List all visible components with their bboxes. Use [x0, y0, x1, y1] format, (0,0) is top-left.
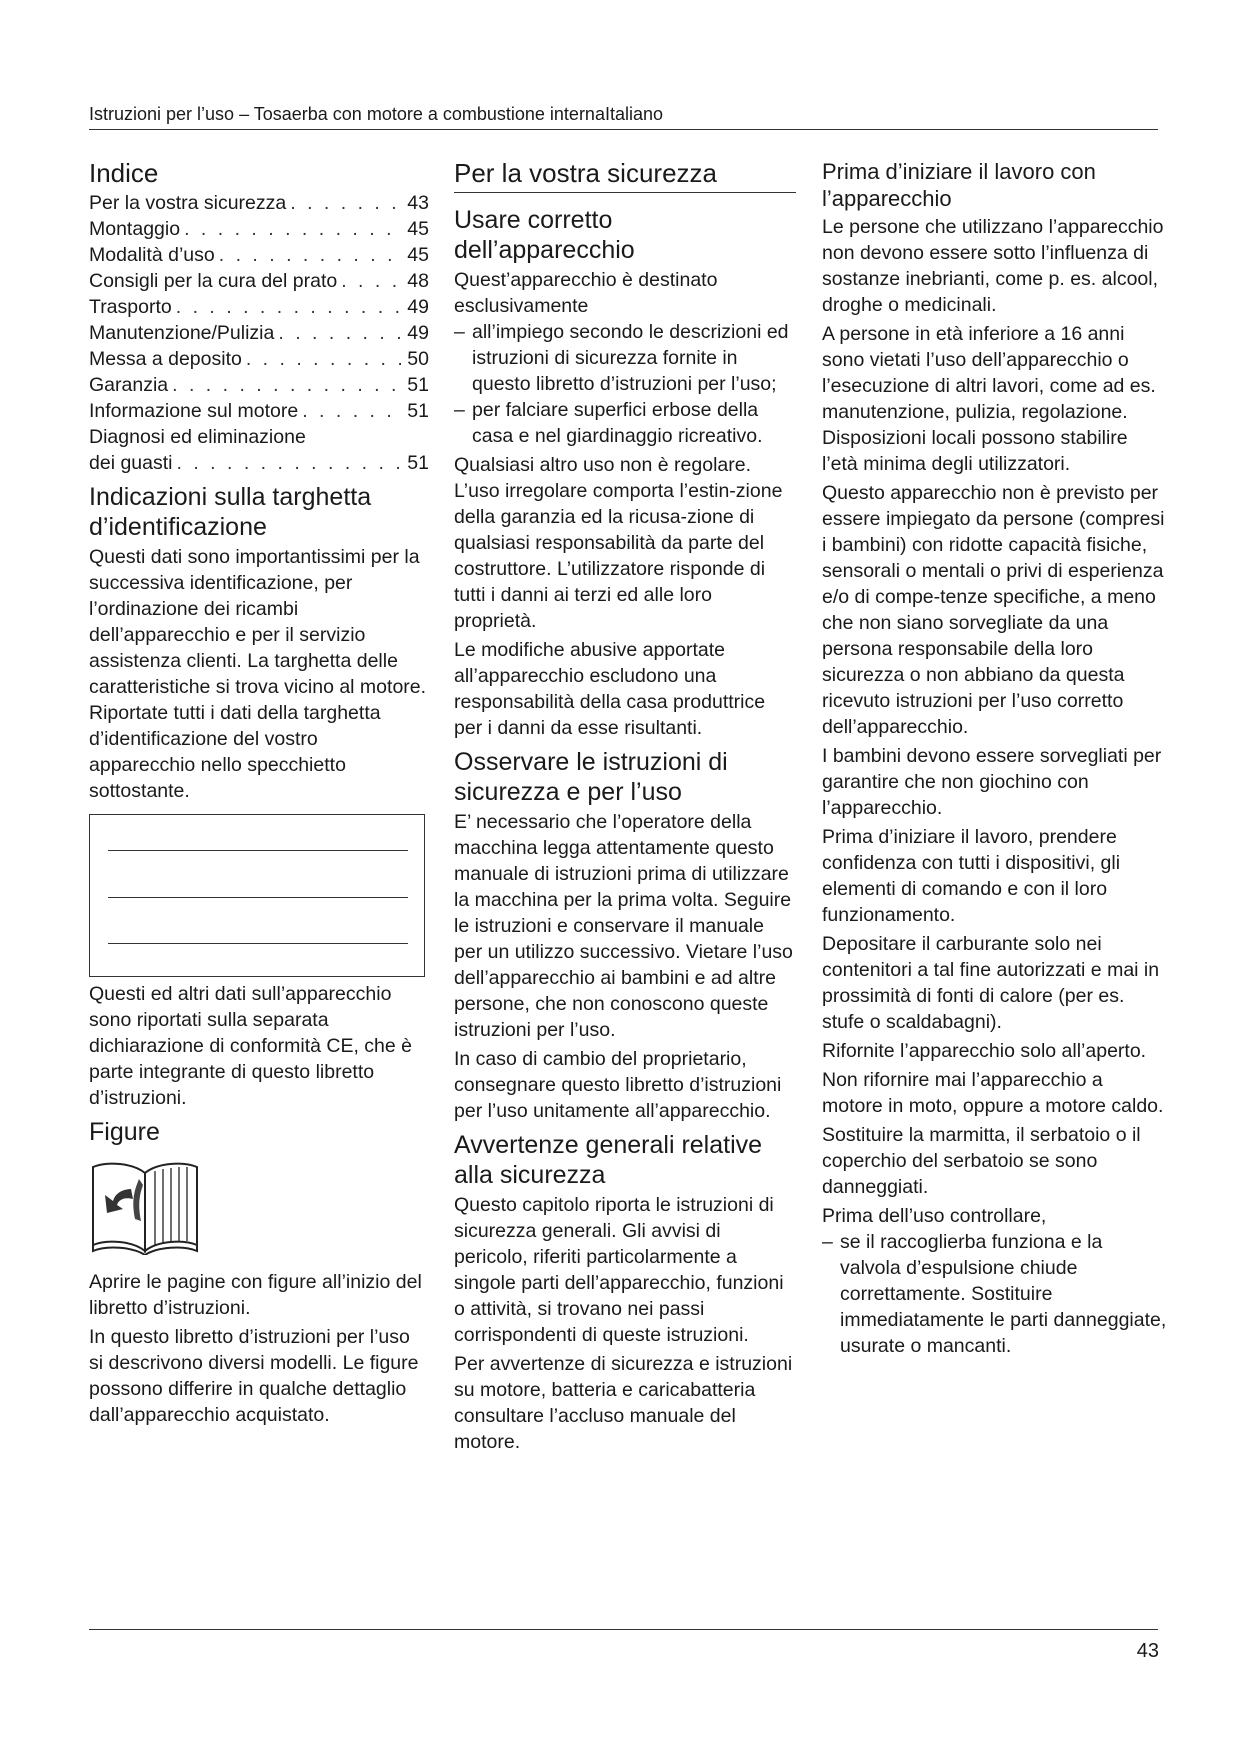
- use-paragraph-1: Quest’apparecchio è destinato esclusivamente: [454, 269, 718, 317]
- use-heading: Usare corretto dell’apparecchio: [454, 206, 635, 264]
- general-paragraph-2: Per avvertenze di sicurezza e istruzioni su motore, batteria e caricabatteria consultare l’accluso manuale del motore.: [454, 1353, 793, 1453]
- paragraph: Prima dell’uso controllare,: [822, 1205, 1047, 1227]
- plate-paragraph: Questi dati sono importantissimi per la successiva identificazione, per l’ordinazione dei ricambi dell’apparecchio e per il servizio assistenza clienti. La targhetta delle caratteristiche si trova vicino al motore. Riportate tutti i dati della targhetta d’identificazione del vostro apparecchio nello specchietto sottostante.: [89, 546, 427, 802]
- plate-note: Questi ed altri dati sull’apparecchio sono riportati sulla separata dichiarazione di conformità CE, che è parte integrante di questo libretto d’istruzioni.: [89, 983, 412, 1109]
- toc-entry[interactable]: dei guasti . . . 51: [89, 450, 429, 476]
- use-paragraph-2: Qualsiasi altro uso non è regolare. L’uso irregolare comporta l’estin-zione della garanzia ed la ricusa-zione di qualsiasi responsabilità da parte del costruttore. L’utilizzatore risponde di tutti i danni ai terzi ed alle loro proprietà.: [454, 454, 783, 632]
- paragraph: A persone in età inferiore a 16 anni sono vietati l’uso dell’apparecchio o l’esecuzione di altri lavori, come ad es. manutenzione, pulizia, regolazione. Disposizioni locali possono stabilire l’età minima degli utilizzatori.: [822, 323, 1156, 475]
- toc-entry[interactable]: Manutenzione/Pulizia . . . 49: [89, 320, 429, 346]
- toc-entry[interactable]: Modalità d’uso . . . 45: [89, 242, 429, 268]
- figure-paragraph-1: Aprire le pagine con figure all’inizio del libretto d’istruzioni.: [89, 1271, 422, 1319]
- toc-entry[interactable]: Per la vostra sicurezza . . . 43: [89, 190, 429, 216]
- paragraph: I bambini devono essere sorvegliati per garantire che non giochino con l’apparecchio.: [822, 745, 1162, 819]
- toc-entry[interactable]: Informazione sul motore . . . 51: [89, 398, 429, 424]
- identification-plate-box[interactable]: [89, 814, 425, 977]
- paragraph: Sostituire la marmitta, il serbatoio o il coperchio del serbatoio se sono danneggiati.: [822, 1124, 1141, 1198]
- plate-heading: Indicazioni sulla targhetta d’identificazione: [89, 483, 372, 541]
- table-of-contents: [89, 190, 429, 476]
- toc-entry[interactable]: Garanzia . . . 51: [89, 372, 429, 398]
- toc-entry[interactable]: Messa a deposito . . . 50: [89, 346, 429, 372]
- running-header: Istruzioni per l’uso – Tosaerba con motore a combustione internaItaliano: [89, 103, 1158, 130]
- toc-entry-prefix: Diagnosi ed eliminazione: [89, 426, 306, 448]
- figure-paragraph-2: In questo libretto d’istruzioni per l’uso si descrivono diversi modelli. Le figure possono differire in qualche dettaglio dall’apparecchio acquistato.: [89, 1326, 419, 1426]
- toc-entry[interactable]: Trasporto . . . 49: [89, 294, 429, 320]
- column-right: [822, 158, 1167, 1362]
- index-title: Indice: [89, 158, 159, 188]
- paragraph: Non rifornire mai l’apparecchio a motore in moto, oppure a motore caldo.: [822, 1069, 1164, 1117]
- before-work-heading: Prima d’iniziare il lavoro con l’apparecchio: [822, 159, 1096, 211]
- list-item: – all’impiego secondo le descrizioni ed istruzioni di sicurezza fornite in questo libretto d’istruzioni per l’uso;: [454, 319, 796, 397]
- toc-entry[interactable]: Consigli per la cura del prato . . . 48: [89, 268, 429, 294]
- section-title: Per la vostra sicurezza: [454, 158, 796, 193]
- open-book-icon: [89, 1159, 201, 1255]
- general-paragraph-1: Questo capitolo riporta le istruzioni di sicurezza generali. Gli avvisi di pericolo, riferiti particolarmente a singole parti dell’apparecchio, funzioni o attività, si trovano nei passi corrispondenti di queste istruzioni.: [454, 1194, 784, 1346]
- check-list: [822, 1229, 1167, 1359]
- observe-paragraph-2: In caso di cambio del proprietario, consegnare questo libretto d’istruzioni per l’uso unitamente all’apparecchio.: [454, 1048, 782, 1122]
- column-left: [89, 158, 429, 1431]
- list-item: – se il raccoglierba funziona e la valvola d’espulsione chiude correttamente. Sostituire immediatamente le parti danneggiate, usurate o mancanti.: [822, 1229, 1167, 1359]
- paragraph: Prima d’iniziare il lavoro, prendere confidenza con tutti i dispositivi, gli elementi di comando e con il loro funzionamento.: [822, 826, 1121, 926]
- page-number: 43: [1136, 1640, 1159, 1662]
- figure-heading: Figure: [89, 1118, 160, 1146]
- list-item: – per falciare superfici erbose della casa e nel giardinaggio ricreativo.: [454, 397, 796, 449]
- blank-line: [108, 943, 408, 944]
- footer-rule: [89, 1629, 1158, 1630]
- observe-paragraph-1: E’ necessario che l’operatore della macchina legga attentamente questo manuale di istruzioni prima di utilizzare la macchina per la prima volta. Seguire le istruzioni e conservare il manuale per un utilizzo successivo. Vietare l’uso dell’apparecchio ai bambini e ad altre persone, che non conoscono queste istruzioni per l’uso.: [454, 811, 793, 1041]
- blank-line: [108, 897, 408, 898]
- toc-entry[interactable]: Montaggio . . . 45: [89, 216, 429, 242]
- column-middle: [454, 158, 796, 1458]
- paragraph: Questo apparecchio non è previsto per essere impiegato da persone (compresi i bambini) con ridotte capacità fisiche, sensorali o mentali o privi di esperienza e/o di compe-tenze specifiche, a meno che non siano sorvegliate da una persona responsabile della loro sicurezza o non abbiano da questa ricevuto istruzioni per l’uso corretto dell’apparecchio.: [822, 482, 1165, 738]
- paragraph: Depositare il carburante solo nei contenitori a tal fine autorizzati e mai in prossimità di fonti di calore (per es. stufe o scaldabagni).: [822, 933, 1160, 1033]
- use-paragraph-3: Le modifiche abusive apportate all’apparecchio escludono una responsabilità della casa produttrice per i danni da esse risultanti.: [454, 639, 766, 739]
- observe-heading: Osservare le istruzioni di sicurezza e per l’uso: [454, 748, 728, 806]
- general-heading: Avvertenze generali relative alla sicurezza: [454, 1131, 763, 1189]
- paragraph: Le persone che utilizzano l’apparecchio non devono essere sotto l’influenza di sostanze inebrianti, come p. es. alcool, droghe o medicinali.: [822, 216, 1164, 316]
- blank-line: [108, 850, 408, 851]
- paragraph: Rifornite l’apparecchio solo all’aperto.: [822, 1040, 1147, 1062]
- use-list: [454, 319, 796, 449]
